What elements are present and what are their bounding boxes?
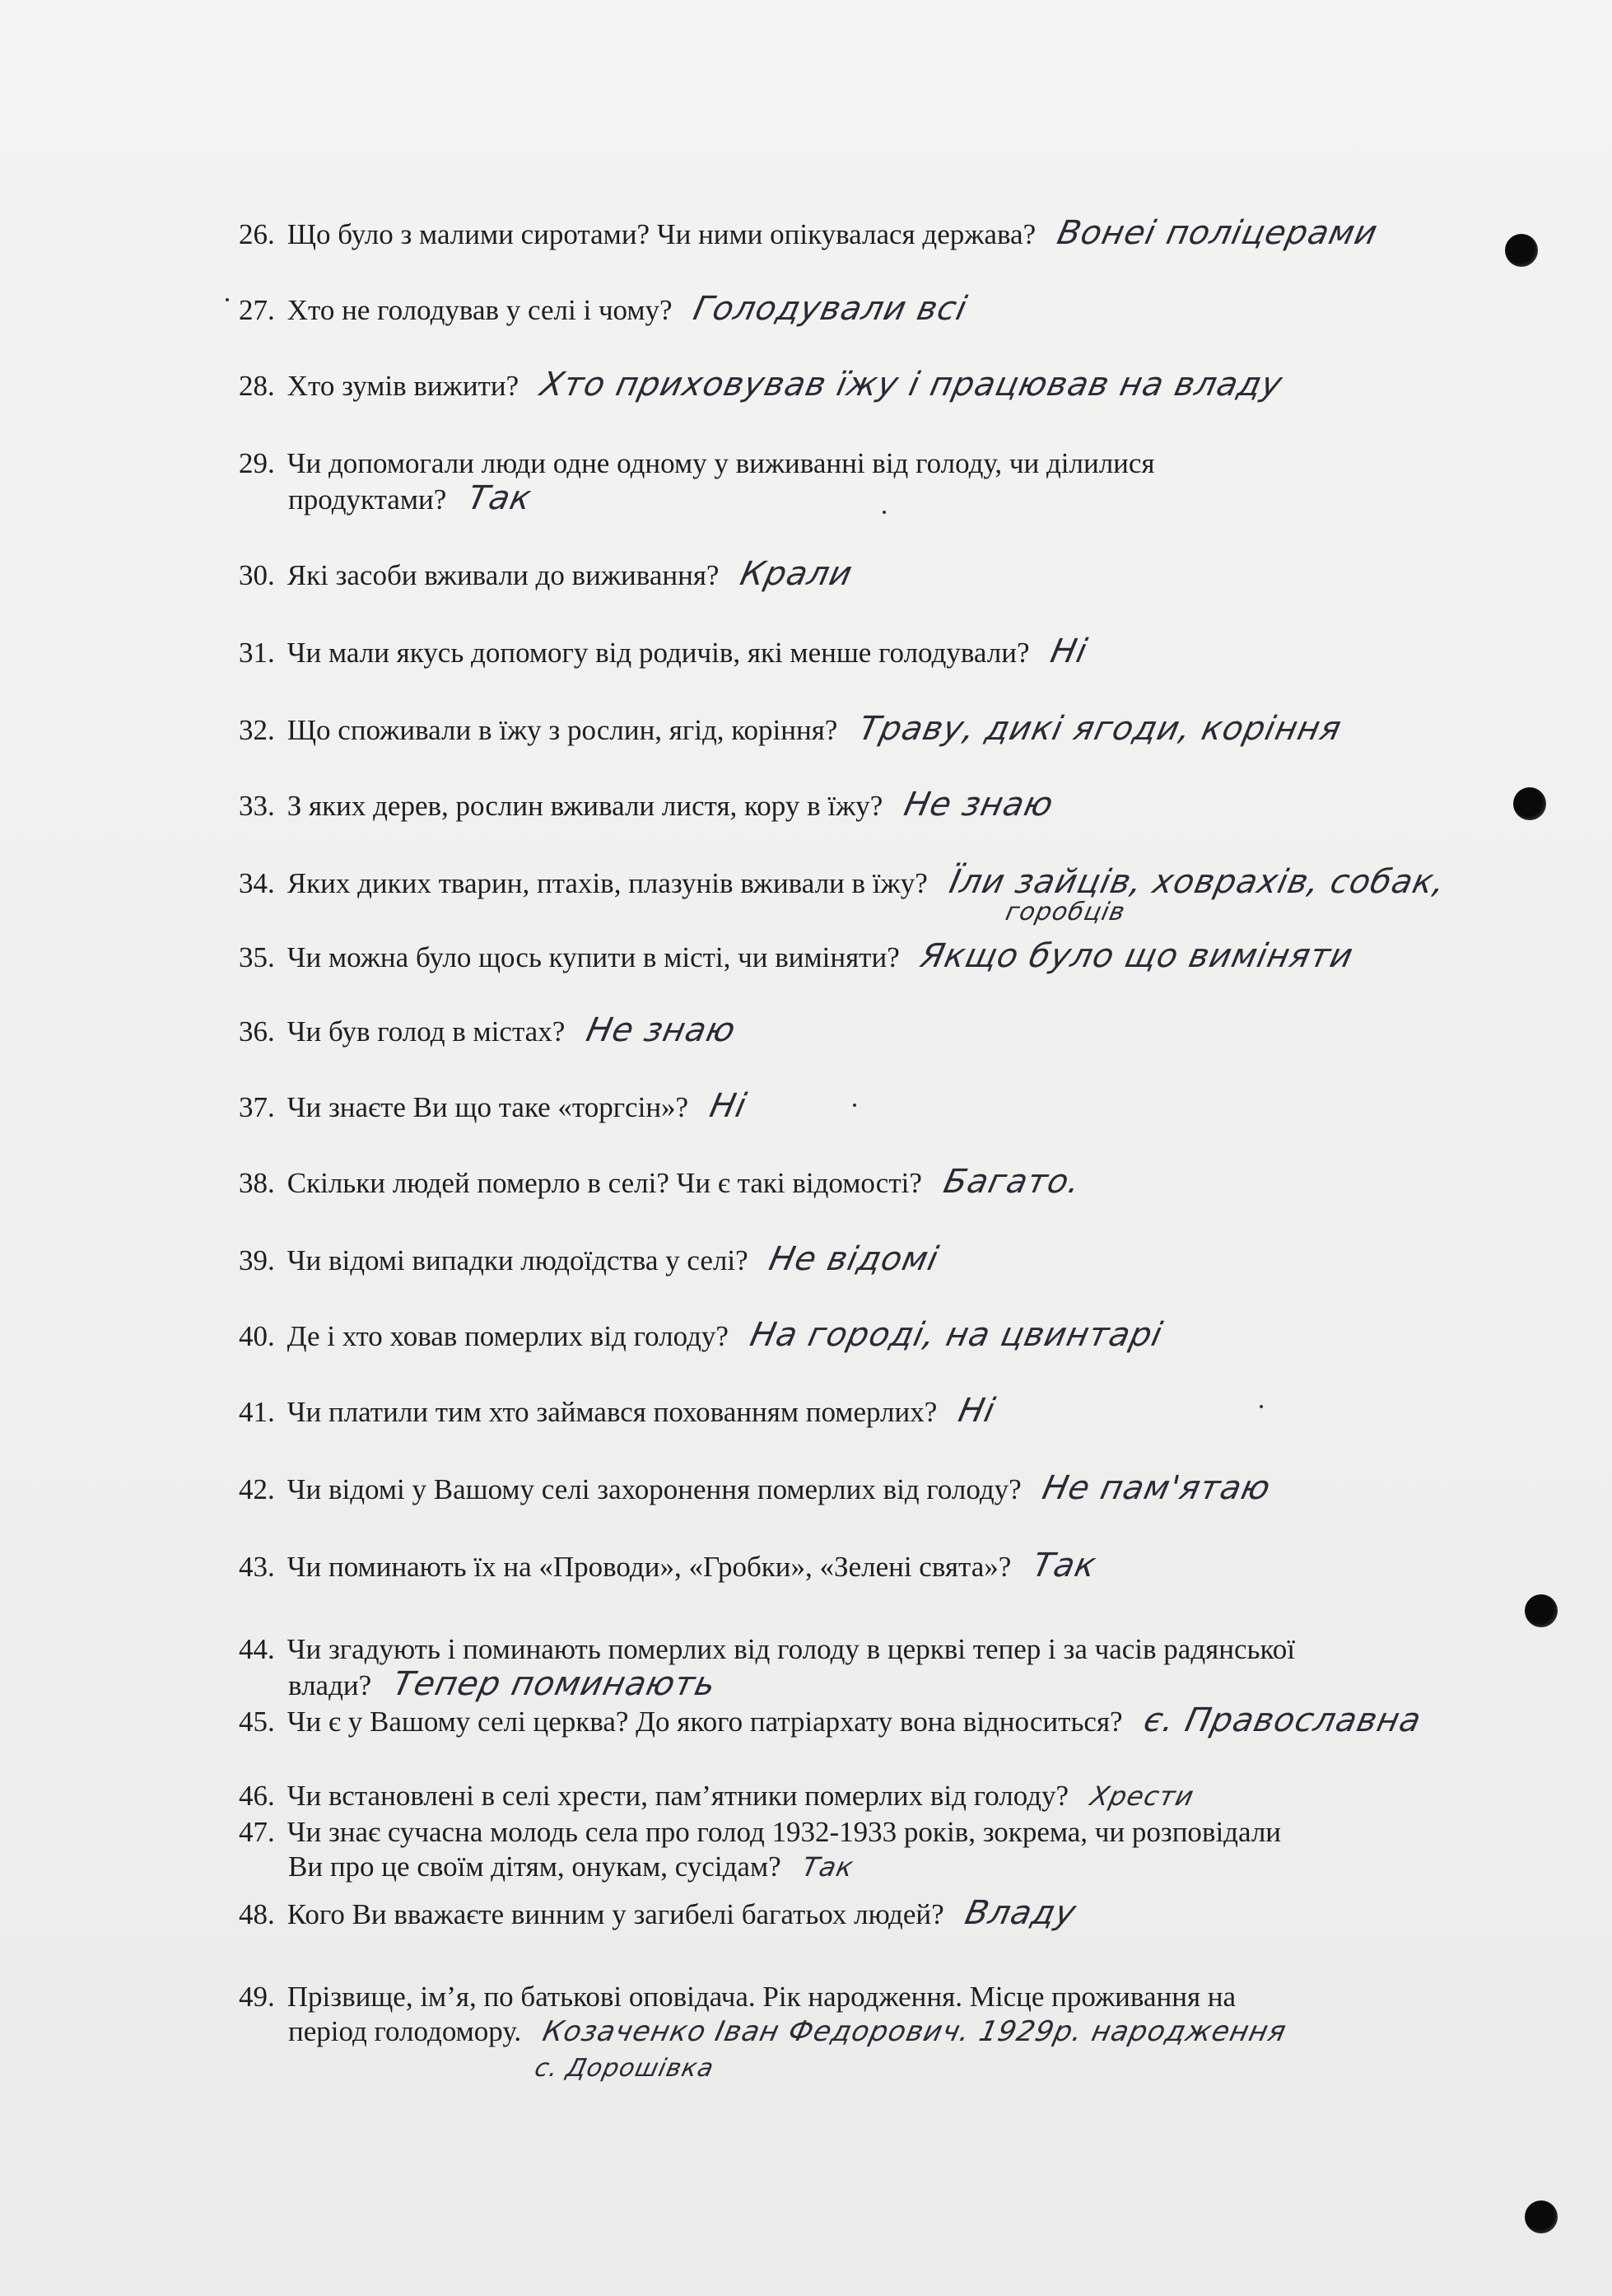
question-text: Де і хто ховав померлих від голоду? (287, 1320, 729, 1352)
handwritten-answer: Голодували всі (690, 290, 971, 328)
question-number: 35. (239, 941, 275, 973)
question-text: Чи знає сучасна молодь села про голод 1932-1933 років, зокрема, чи розповідали (287, 1816, 1282, 1848)
question-39 (239, 1242, 1523, 1278)
question-35 (239, 939, 1523, 975)
question-text-continued: Ви про це своїм дітям, онукам, сусідам? (288, 1850, 781, 1883)
question-number: 37. (239, 1091, 275, 1123)
question-43 (239, 1548, 1523, 1584)
question-text: Яких диких тварин, птахів, плазунів вживали в їжу? (287, 867, 928, 899)
question-45 (239, 1703, 1523, 1739)
handwritten-answer: Ні (1047, 632, 1092, 670)
punch-hole (1525, 1594, 1558, 1627)
handwritten-answer: Не пам'ятаю (1039, 1469, 1275, 1507)
question-text: Що споживали в їжу з рослин, ягід, коріння? (287, 714, 838, 746)
question-number: 45. (239, 1706, 275, 1738)
handwritten-answer: Траву, дикі ягоди, коріння (855, 710, 1345, 748)
question-47 (239, 1815, 1523, 1884)
question-28 (239, 367, 1523, 404)
question-number: 27. (239, 294, 275, 326)
question-text: Чи відомі випадки людоїдства у селі? (287, 1244, 748, 1276)
handwritten-answer: Їли зайців, ховрахів, собак, (945, 863, 1449, 901)
question-text-continued: продуктами? (288, 483, 447, 516)
question-number: 39. (239, 1244, 275, 1276)
handwritten-answer: На городі, на цвинтарі (746, 1316, 1167, 1354)
question-number: 29. (239, 447, 275, 479)
handwritten-answer: Хто приховував їжу і працював на владу (536, 366, 1287, 404)
question-number: 34. (239, 867, 275, 899)
handwritten-answer: Багато. (939, 1163, 1084, 1201)
question-26 (239, 216, 1523, 252)
speck (226, 298, 229, 301)
question-number: 28. (239, 370, 275, 402)
question-38 (239, 1164, 1523, 1201)
question-number: 49. (239, 1981, 275, 2013)
question-48 (239, 1896, 1523, 1932)
question-27 (239, 292, 1523, 328)
question-text: Хто не голодував у селі і чому? (287, 294, 673, 326)
handwritten-answer: Якщо було що виміняти (917, 937, 1358, 975)
handwritten-answer: Так (799, 1851, 857, 1883)
handwritten-answer: Не знаю (583, 1011, 739, 1049)
question-33 (239, 787, 1523, 824)
question-text: Чи є у Вашому селі церква? До якого патріархату вона відноситься? (287, 1706, 1123, 1738)
question-text: Чи платили тим хто займався похованням померлих? (287, 1396, 938, 1428)
question-number: 33. (239, 790, 275, 822)
question-text: Чи згадують і поминають померлих від голоду в церкві тепер і за часів радянської (287, 1633, 1295, 1665)
handwritten-answer: Крали (737, 555, 856, 593)
question-number: 38. (239, 1167, 275, 1199)
question-text: Чи мали якусь допомогу від родичів, які менше голодували? (287, 637, 1030, 669)
question-number: 31. (239, 637, 275, 669)
handwritten-answer: Ні (706, 1087, 750, 1125)
handwritten-answer: Ні (955, 1392, 999, 1430)
question-text: Скільки людей померло в селі? Чи є такі відомості? (287, 1167, 922, 1199)
question-text: Чи відомі у Вашому селі захоронення померлих від голоду? (287, 1473, 1022, 1505)
punch-hole (1525, 2200, 1558, 2233)
question-text: Чи знаєте Ви що таке «торгсін»? (287, 1091, 689, 1123)
question-29 (239, 446, 1523, 517)
question-number: 41. (239, 1396, 275, 1428)
handwritten-answer: Хрести (1087, 1780, 1197, 1812)
question-number: 26. (239, 218, 275, 250)
question-49 (239, 1980, 1523, 2049)
question-text: Чи був голод в містах? (287, 1015, 566, 1048)
handwritten-answer: Не відомі (766, 1240, 943, 1278)
handwritten-answer: Так (464, 479, 535, 517)
question-text: Що було з малими сиротами? Чи ними опікувалася держава? (287, 218, 1037, 250)
question-text: Чи допомогали люди одне одному у виживанні від голоду, чи ділилися (287, 447, 1155, 479)
question-text: Які засоби вживали до виживання? (287, 559, 720, 591)
handwritten-answer: є. Православна (1140, 1701, 1425, 1739)
question-number: 44. (239, 1633, 275, 1665)
question-34 (239, 865, 1523, 901)
question-text: Чи можна було щось купити в місті, чи виміняти? (287, 941, 900, 973)
question-number: 30. (239, 559, 275, 591)
question-32 (239, 712, 1523, 748)
question-text: Прізвище, ім’я, по батькові оповідача. Рік народження. Місце проживання на (287, 1981, 1237, 2013)
question-number: 46. (239, 1780, 275, 1812)
question-number: 40. (239, 1320, 275, 1352)
question-text: З яких дерев, рослин вживали листя, кору в їжу? (287, 790, 883, 822)
handwritten-answer: Тепер поминають (389, 1665, 720, 1703)
question-number: 48. (239, 1898, 275, 1930)
question-number: 47. (239, 1816, 275, 1848)
handwritten-answer: Козаченко Іван Федорович. 1929р. народження (539, 2015, 1290, 2048)
handwritten-answer: Владу (962, 1894, 1081, 1932)
question-number: 32. (239, 714, 275, 746)
handwritten-answer-continued: горобців (1003, 898, 1129, 926)
question-number: 42. (239, 1473, 275, 1505)
question-37 (239, 1089, 1523, 1125)
question-text-continued: влади? (288, 1669, 372, 1701)
question-41 (239, 1393, 1523, 1430)
handwritten-answer: Так (1029, 1547, 1101, 1584)
question-31 (239, 634, 1523, 670)
question-text: Хто зумів вижити? (287, 370, 519, 402)
question-text: Чи встановлені в селі хрести, пам’ятники померлих від голоду? (287, 1780, 1069, 1812)
question-46 (239, 1779, 1523, 1813)
handwritten-answer: Не знаю (901, 786, 1057, 824)
handwritten-answer-continued: с. Дорошівка (532, 2054, 717, 2083)
question-40 (239, 1318, 1523, 1354)
handwritten-answer: Вонеі поліцерами (1053, 214, 1381, 252)
question-text: Чи поминають їх на «Проводи», «Гробки», «Зелені свята»? (287, 1551, 1012, 1583)
question-42 (239, 1471, 1523, 1507)
question-text-continued: період голодомору. (288, 2015, 522, 2047)
question-30 (239, 557, 1523, 593)
question-44 (239, 1632, 1523, 1703)
question-text: Кого Ви вважаєте винним у загибелі багатьох людей? (287, 1898, 944, 1930)
question-number: 43. (239, 1551, 275, 1583)
question-36 (239, 1013, 1523, 1049)
question-number: 36. (239, 1015, 275, 1048)
